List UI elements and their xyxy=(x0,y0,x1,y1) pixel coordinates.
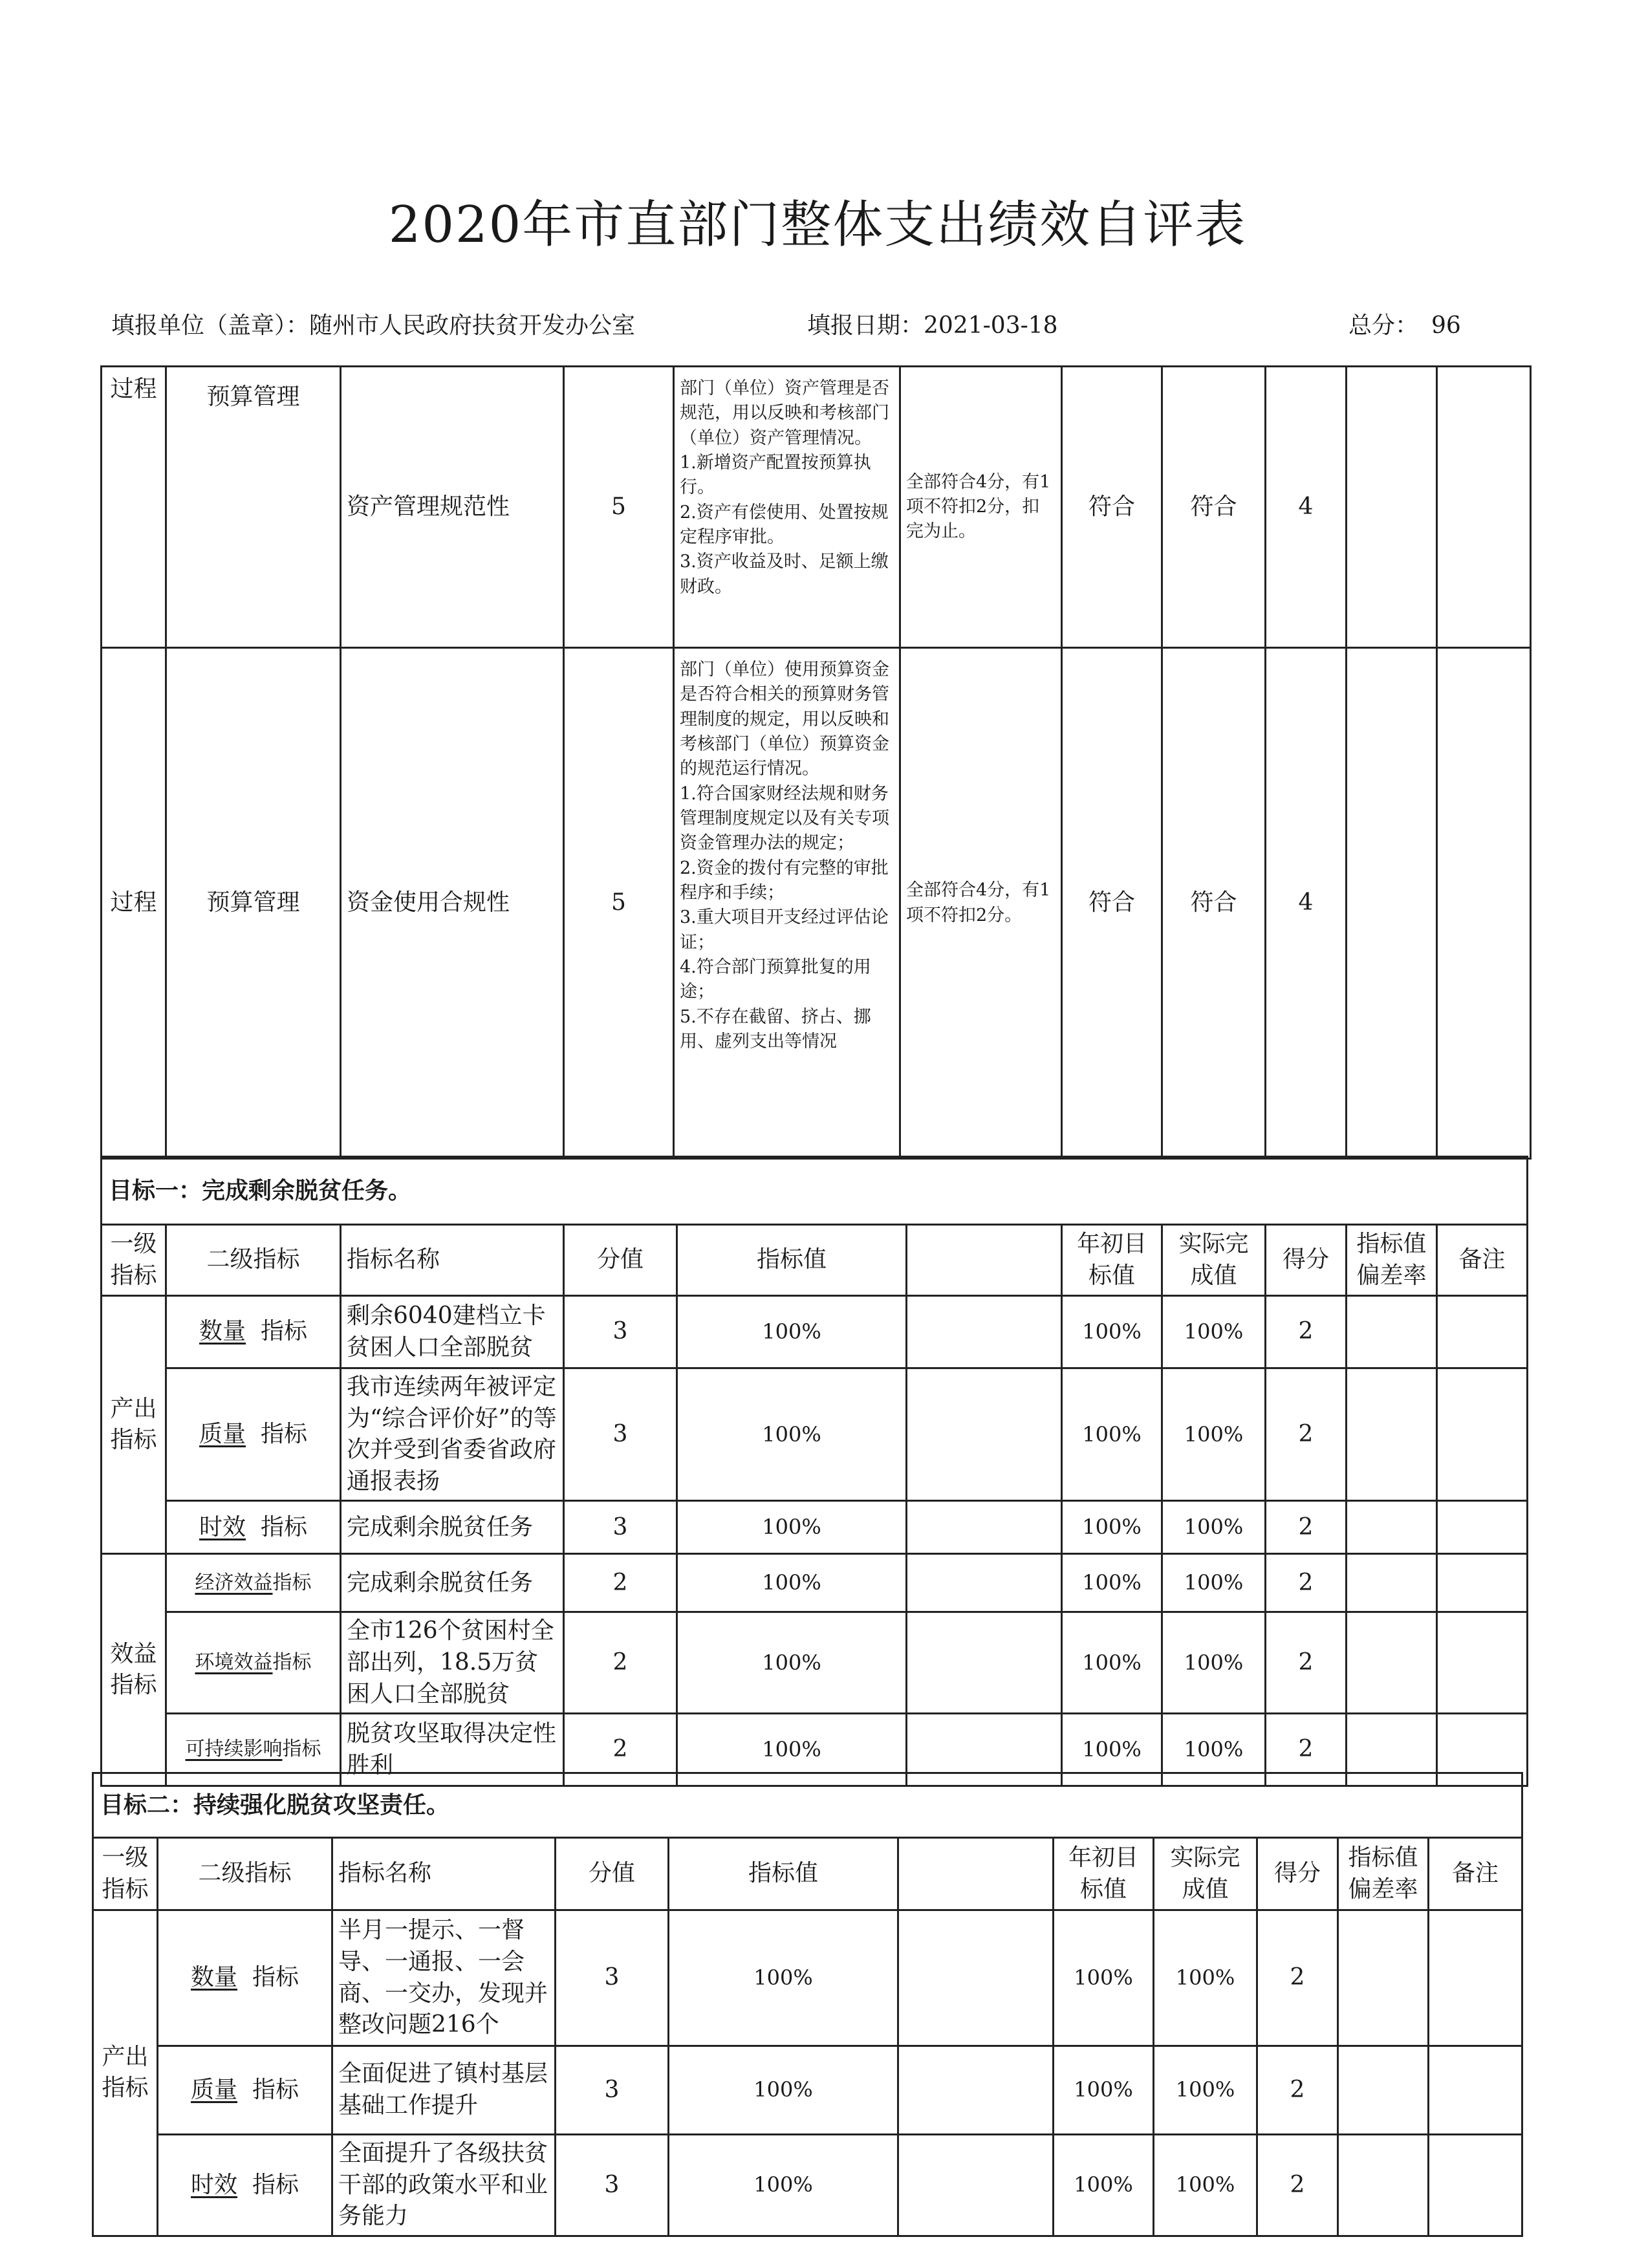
target-cell: 符合 xyxy=(1062,648,1162,1159)
table-row xyxy=(102,1368,1528,1501)
header-score: 分值 xyxy=(556,1838,669,1910)
total-score xyxy=(1348,307,1461,340)
blank-cell xyxy=(907,1554,1062,1612)
target-cell: 100% xyxy=(1054,2046,1154,2135)
level2-suffix: 指标 xyxy=(282,1738,321,1761)
level2-name: 环境效益 xyxy=(195,1651,273,1674)
score-cell: 3 xyxy=(564,1296,677,1368)
process-row xyxy=(102,648,1531,1159)
fill-date-label: 填报日期： xyxy=(807,312,924,339)
header-actual: 实际完成值 xyxy=(1154,1838,1257,1910)
level2-name: 质量 xyxy=(191,2076,238,2103)
got-cell: 4 xyxy=(1266,648,1347,1159)
score-cell: 3 xyxy=(556,2046,669,2135)
page-title: 2020年市直部门整体支出绩效自评表 xyxy=(388,196,1247,254)
header-actual: 实际完成值 xyxy=(1162,1225,1266,1296)
header-got: 得分 xyxy=(1266,1225,1347,1296)
remark-cell xyxy=(1429,1910,1522,2046)
actual-cell: 100% xyxy=(1154,2135,1257,2236)
indicator-name: 资产管理规范性 xyxy=(341,367,564,648)
header-remark: 备注 xyxy=(1437,1225,1528,1296)
goal2-header-row xyxy=(93,1838,1522,1910)
table-row xyxy=(93,2135,1522,2236)
header-level1: 一级指标 xyxy=(102,1225,166,1296)
score-cell: 2 xyxy=(564,1554,677,1612)
got-cell: 2 xyxy=(1266,1714,1347,1786)
header-blank xyxy=(898,1838,1054,1910)
scoring-standard: 全部符合4分，有1项不符扣2分。 xyxy=(900,648,1062,1159)
target-cell: 100% xyxy=(1062,1714,1162,1786)
header-deviation: 指标值偏差率 xyxy=(1338,1838,1429,1910)
got-cell: 2 xyxy=(1266,1368,1347,1501)
target-cell: 100% xyxy=(1054,1910,1154,2046)
score-cell: 5 xyxy=(564,648,674,1159)
got-cell: 4 xyxy=(1266,367,1347,648)
indicator-description: 部门（单位）使用预算资金是否符合相关的预算财务管理制度的规定，用以反映和考核部门（单位）预算资金的规范运行情况。 1.符合国家财经法规和财务管理制度规定以及有关专项资金管理办法的规定； 2.资金的拨付有完整的审批程序和手续； 3.重大项目开支经过评估论证； 4.符合部门预算批复的用途； 5.不存在截留、挤占、挪用、虚列支出等情况 xyxy=(674,648,900,1159)
header-value: 指标值 xyxy=(677,1225,907,1296)
fill-date-value: 2021-03-18 xyxy=(924,312,1058,339)
level1-cell: 产出指标 xyxy=(102,1296,166,1554)
deviation-cell xyxy=(1347,1554,1437,1612)
remark-cell xyxy=(1437,1501,1528,1554)
got-cell: 2 xyxy=(1266,1296,1347,1368)
actual-cell: 100% xyxy=(1162,1501,1266,1554)
score-cell: 3 xyxy=(556,1910,669,2046)
blank-cell xyxy=(907,1501,1062,1554)
level2-cell xyxy=(158,2046,332,2135)
score-cell: 2 xyxy=(564,1714,677,1786)
level2-name: 数量 xyxy=(199,1318,246,1345)
got-cell: 2 xyxy=(1257,1910,1338,2046)
level2-cell: 预算管理 xyxy=(166,648,341,1159)
process-table xyxy=(100,365,1532,1160)
indicator-name: 完成剩余脱贫任务 xyxy=(341,1501,564,1554)
remark-cell xyxy=(1437,1612,1528,1714)
level2-suffix: 指标 xyxy=(252,2171,299,2198)
level2-suffix: 指标 xyxy=(260,1318,307,1345)
blank-cell xyxy=(907,1612,1062,1714)
goal2-row xyxy=(93,1773,1522,1838)
level2-name: 时效 xyxy=(199,1513,246,1540)
level2-cell xyxy=(166,1296,341,1368)
actual-cell: 符合 xyxy=(1162,367,1266,648)
level2-name: 数量 xyxy=(191,1964,238,1991)
goal1-row xyxy=(102,1157,1528,1225)
header-deviation: 指标值偏差率 xyxy=(1347,1225,1437,1296)
fill-unit xyxy=(111,307,635,340)
fill-unit-label: 填报单位（盖章）： xyxy=(111,312,310,339)
remark-cell xyxy=(1429,2046,1522,2135)
deviation-cell xyxy=(1347,1501,1437,1554)
indicator-name: 资金使用合规性 xyxy=(341,648,564,1159)
value-cell: 100% xyxy=(677,1554,907,1612)
level2-suffix: 指标 xyxy=(252,2076,299,2103)
actual-cell: 100% xyxy=(1162,1714,1266,1786)
level2-cell xyxy=(166,1612,341,1714)
table-row xyxy=(102,1501,1528,1554)
header-blank xyxy=(907,1225,1062,1296)
score-cell: 3 xyxy=(564,1501,677,1554)
indicator-description: 部门（单位）资产管理是否规范，用以反映和考核部门（单位）资产管理情况。 1.新增资产配置按预算执行。 2.资产有偿使用、处置按规定程序审批。 3.资产收益及时、足额上缴财政。 xyxy=(674,367,900,648)
remark-cell xyxy=(1437,1368,1528,1501)
target-cell: 100% xyxy=(1062,1368,1162,1501)
deviation-cell xyxy=(1338,2046,1429,2135)
level1-cell: 效益指标 xyxy=(102,1554,166,1786)
blank-cell xyxy=(898,2135,1054,2236)
header-score: 分值 xyxy=(564,1225,677,1296)
score-cell: 2 xyxy=(564,1612,677,1714)
deviation-cell xyxy=(1347,367,1437,648)
remark-cell xyxy=(1437,1296,1528,1368)
value-cell: 100% xyxy=(669,2135,898,2236)
total-score-value: 96 xyxy=(1431,312,1461,339)
target-cell: 100% xyxy=(1054,2135,1154,2236)
level2-suffix: 指标 xyxy=(252,1964,299,1991)
blank-cell xyxy=(907,1368,1062,1501)
indicator-name: 半月一提示、一督导、一通报、一会商、一交办，发现并整改问题216个 xyxy=(332,1910,556,2046)
level2-cell xyxy=(166,1501,341,1554)
total-score-label: 总分： xyxy=(1348,312,1419,339)
level2-cell xyxy=(158,1910,332,2046)
indicator-name: 我市连续两年被评定为“综合评价好”的等次并受到省委省政府通报表扬 xyxy=(341,1368,564,1501)
target-cell: 100% xyxy=(1062,1554,1162,1612)
actual-cell: 符合 xyxy=(1162,648,1266,1159)
level2-cell xyxy=(166,1554,341,1612)
header-name: 指标名称 xyxy=(341,1225,564,1296)
level2-cell xyxy=(158,2135,332,2236)
indicator-name: 全市126个贫困村全部出列，18.5万贫困人口全部脱贫 xyxy=(341,1612,564,1714)
blank-cell xyxy=(907,1296,1062,1368)
table-row xyxy=(102,1612,1528,1714)
level2-name: 可持续影响 xyxy=(185,1738,283,1761)
actual-cell: 100% xyxy=(1162,1554,1266,1612)
header-target: 年初目标值 xyxy=(1062,1225,1162,1296)
target-cell: 100% xyxy=(1062,1296,1162,1368)
value-cell: 100% xyxy=(677,1612,907,1714)
score-cell: 3 xyxy=(556,2135,669,2236)
deviation-cell xyxy=(1347,1612,1437,1714)
actual-cell: 100% xyxy=(1154,1910,1257,2046)
indicator-name: 全面促进了镇村基层基础工作提升 xyxy=(332,2046,556,2135)
target-cell: 符合 xyxy=(1062,367,1162,648)
goal2-title: 目标二：持续强化脱贫攻坚责任。 xyxy=(93,1773,1522,1838)
level1-cell: 过程 xyxy=(102,367,166,648)
fill-date xyxy=(807,307,1058,340)
score-cell: 5 xyxy=(564,367,674,648)
target-cell: 100% xyxy=(1062,1612,1162,1714)
got-cell: 2 xyxy=(1257,2135,1338,2236)
header-level1: 一级指标 xyxy=(93,1838,158,1910)
table-row xyxy=(102,1296,1528,1368)
table-row xyxy=(102,1554,1528,1612)
level2-name: 质量 xyxy=(199,1420,246,1447)
value-cell: 100% xyxy=(677,1368,907,1501)
deviation-cell xyxy=(1347,1296,1437,1368)
actual-cell: 100% xyxy=(1162,1368,1266,1501)
goal1-table xyxy=(100,1156,1528,1787)
value-cell: 100% xyxy=(669,2046,898,2135)
blank-cell xyxy=(898,1910,1054,2046)
remark-cell xyxy=(1437,367,1531,648)
actual-cell: 100% xyxy=(1162,1296,1266,1368)
deviation-cell xyxy=(1347,648,1437,1159)
indicator-name: 完成剩余脱贫任务 xyxy=(341,1554,564,1612)
value-cell: 100% xyxy=(669,1910,898,2046)
actual-cell: 100% xyxy=(1154,2046,1257,2135)
level2-cell xyxy=(166,1368,341,1501)
value-cell: 100% xyxy=(677,1714,907,1786)
goal2-table xyxy=(92,1772,1523,2237)
goal1-header-row xyxy=(102,1225,1528,1296)
level2-suffix: 指标 xyxy=(260,1513,307,1540)
actual-cell: 100% xyxy=(1162,1612,1266,1714)
process-row xyxy=(102,367,1531,648)
value-cell: 100% xyxy=(677,1296,907,1368)
table-row xyxy=(93,2046,1522,2135)
level2-suffix: 指标 xyxy=(272,1651,312,1674)
header-got: 得分 xyxy=(1257,1838,1338,1910)
value-cell: 100% xyxy=(677,1501,907,1554)
header-name: 指标名称 xyxy=(332,1838,556,1910)
got-cell: 2 xyxy=(1257,2046,1338,2135)
level2-name: 经济效益 xyxy=(195,1571,273,1594)
indicator-name: 剩余6040建档立卡贫困人口全部脱贫 xyxy=(341,1296,564,1368)
level2-name: 时效 xyxy=(191,2171,238,2198)
level1-cell: 过程 xyxy=(102,648,166,1159)
level2-cell: 预算管理 xyxy=(166,367,341,648)
header-level2: 二级指标 xyxy=(166,1225,341,1296)
indicator-name: 全面提升了各级扶贫干部的政策水平和业务能力 xyxy=(332,2135,556,2236)
indicator-name: 脱贫攻坚取得决定性胜利 xyxy=(341,1714,564,1786)
scoring-standard: 全部符合4分，有1项不符扣2分，扣完为止。 xyxy=(900,367,1062,648)
goal1-title: 目标一：完成剩余脱贫任务。 xyxy=(102,1157,1528,1225)
deviation-cell xyxy=(1338,1910,1429,2046)
remark-cell xyxy=(1429,2135,1522,2236)
got-cell: 2 xyxy=(1266,1612,1347,1714)
table-row xyxy=(93,1910,1522,2046)
remark-cell xyxy=(1437,648,1531,1159)
header-target: 年初目标值 xyxy=(1054,1838,1154,1910)
blank-cell xyxy=(898,2046,1054,2135)
level2-suffix: 指标 xyxy=(260,1420,307,1447)
score-cell: 3 xyxy=(564,1368,677,1501)
level1-cell: 产出指标 xyxy=(93,1910,158,2236)
deviation-cell xyxy=(1338,2135,1429,2236)
header-remark: 备注 xyxy=(1429,1838,1522,1910)
header-level2: 二级指标 xyxy=(158,1838,332,1910)
got-cell: 2 xyxy=(1266,1501,1347,1554)
header-value: 指标值 xyxy=(669,1838,898,1910)
fill-unit-value: 随州市人民政府扶贫开发办公室 xyxy=(309,312,636,339)
got-cell: 2 xyxy=(1266,1554,1347,1612)
level2-suffix: 指标 xyxy=(272,1571,312,1594)
deviation-cell xyxy=(1347,1368,1437,1501)
remark-cell xyxy=(1437,1554,1528,1612)
target-cell: 100% xyxy=(1062,1501,1162,1554)
